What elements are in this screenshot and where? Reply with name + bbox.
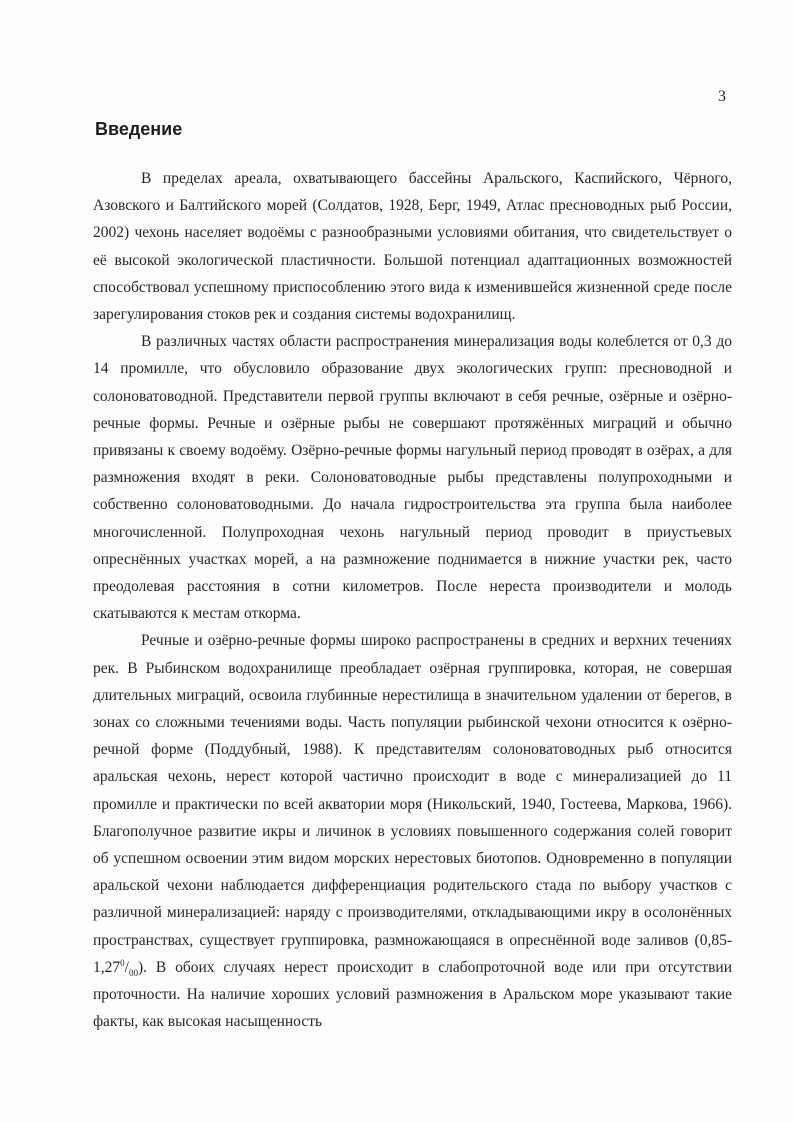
paragraph-3-text-before: Речные и озёрно-речные формы широко распространены в средних и верхних течениях рек. В Рыбинском водохранилище преобладает озёрная группировка, которая, не совершая длительных миграций, освоила глубинные нерестилища в значительном удалении от берегов, в зонах со сложными течениями воды. Часть популяции рыбинской чехони относится к озёрно-речной форме (Поддубный, 1988). К представителям солоноватоводных рыб относится аральская чехонь, нерест которой частично происходит в воде с минерализацией до 11 промилле и практически по всей акватории моря (Никольский, 1940, Гостеева, Маркова, 1966). Благополучное развитие икры и личинок в условиях повышенного содержания солей говорит об успешном освоении этим видом морских нерестовых биотопов. Одновременно в популяции аральской чехони наблюдается дифференциация родительского стада по выбору участков с различной минерализацией: наряду с производителями, откладывающими икру в осолонённых пространствах, существует группировка, размножающаяся в опреснённой воде заливов (0,85-1,27 — [93, 632, 732, 976]
body-text — [93, 165, 732, 1036]
section-heading: Введение — [95, 119, 183, 139]
paragraph-2: В различных частях области распространения минерализация воды колеблется от 0,3 до 14 промилле, что обусловило образование двух экологических групп: пресноводной и солоноватоводной. Представители первой группы включают в себя речные, озёрные и озёрно-речные формы. Речные и озёрные рыбы не совершают протяжённых миграций и обычно привязаны к своему водоёму. Озёрно-речные формы нагульный период проводят в озёрах, а для размножения входят в реки. Солоноватоводные рыбы представлены полупроходными и собственно солоноватоводными. До начала гидростроительства эта группа была наиболее многочисленной. Полупроходная чехонь нагульный период проводит в приустьевых опреснённых участках морей, а на размножение поднимается в нижние участки рек, часто преодолевая расстояния в сотни километров. После нереста производители и молодь скатываются к местам откорма. — [93, 333, 732, 623]
paragraph-1: В пределах ареала, охватывающего бассейны Аральского, Каспийского, Чёрного, Азовского и Балтийского морей (Солдатов, 1928, Берг, 1949, Атлас пресноводных рыб России, 2002) чехонь населяет водоёмы с разнообразными условиями обитания, что свидетельствует о её высокой экологической пластичности. Большой потенциал адаптационных возможностей способствовал успешному приспособлению этого вида к изменившейся жизненной среде после зарегулирования стоков рек и создания системы водохранилищ. — [93, 170, 732, 324]
page-number: 3 — [718, 88, 726, 105]
paragraph-3-text-after: ). В обоих случаях нерест происходит в слабопроточной воде или при отсутствии проточности. На наличие хороших условий размножения в Аральском море указывают такие факты, как высокая насыщенность — [93, 958, 732, 1031]
paragraph-3: Речные и озёрно-речные формы широко распространены в средних и верхних течениях рек. В Рыбинском водохранилище преобладает озёрная группировка, которая, не совершая длительных миграций, освоила глубинные нерестилища в значительном удалении от берегов, в зонах со сложными течениями воды. Часть популяции рыбинской чехони относится к озёрно-речной форме (Поддубный, 1988). К представителям солоноватоводных рыб относится аральская чехонь, нерест которой частично происходит в воде с минерализацией до 11 промилле и практически по всей акватории моря (Никольский, 1940, Гостеева, Маркова, 1966). Благополучное развитие икры и личинок в условиях повышенного содержания солей говорит об успешном освоении этим видом морских нерестовых биотопов. Одновременно в популяции аральской чехони наблюдается дифференциация родительского стада по выбору участков с различной минерализацией: наряду с производителями, откладывающими икру в осолонённых пространствах, существует группировка, размножающаяся в опреснённой воде заливов $(0,85-1,27^0/_{00})$. В обоих случаях нерест происходит в слабопроточной воде или при отсутствии проточности. На наличие хороших условий размножения в Аральском море указывают такие факты, как высокая насыщенность — [93, 632, 732, 1031]
permille-superscript: 0 — [120, 957, 125, 968]
permille-subscript: 00 — [128, 967, 138, 978]
